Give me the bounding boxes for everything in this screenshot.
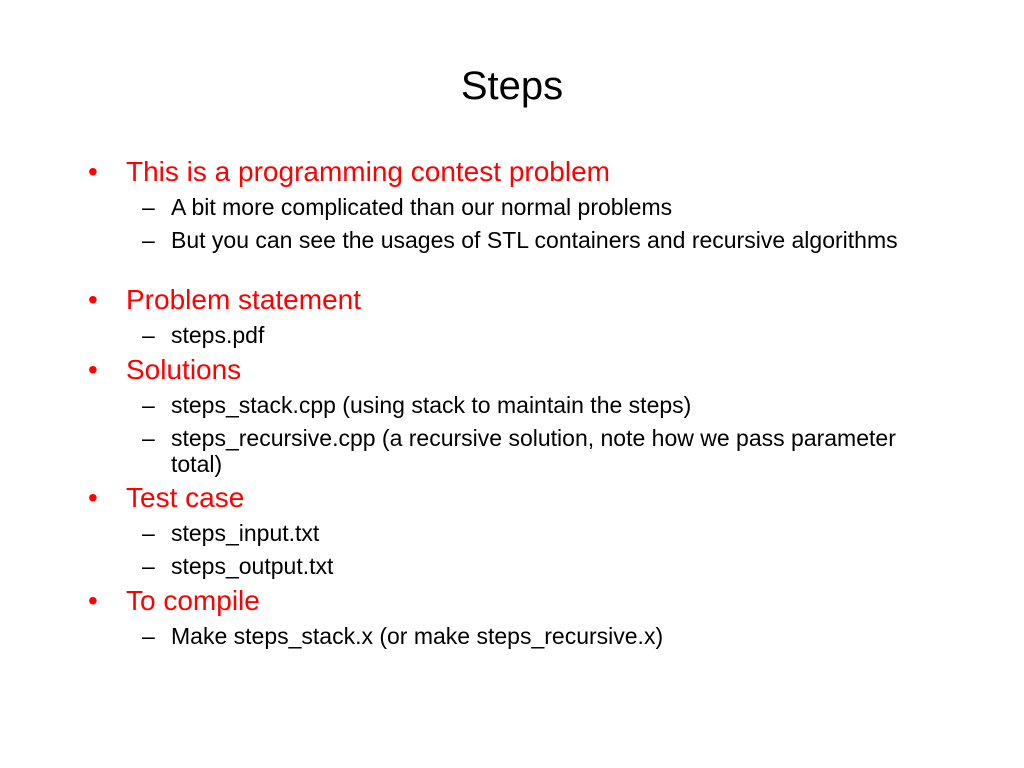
sub-item-text: steps_input.txt [171,520,320,546]
slide-title: Steps [460,64,564,108]
sub-item [142,322,931,348]
bullet-item [88,156,610,188]
bullet-item [88,585,260,617]
bullet-item [88,354,242,386]
bullet-text: Problem statement [126,284,361,315]
dash-icon: – [142,392,155,418]
dash-icon: – [142,520,155,546]
dash-icon: – [142,623,155,649]
sub-item-text: But you can see the usages of STL containers and recursive algorithms [171,227,898,253]
dash-icon: – [142,553,155,579]
sub-item [142,227,931,253]
bullet-icon: • [88,156,98,187]
dash-icon: – [142,227,155,253]
bullet-icon: • [88,284,98,315]
sub-item-text: steps_stack.cpp (using stack to maintain the steps) [171,392,692,418]
sub-item [142,553,931,579]
dash-icon: – [142,322,155,348]
bullet-text: To compile [126,585,260,616]
sub-item [142,194,931,220]
sub-item [142,623,931,649]
bullet-icon: • [88,585,98,616]
bullet-item [88,482,245,514]
bullet-text: Test case [126,482,245,513]
sub-item-text: steps_recursive.cpp (a recursive solution, note how we pass parameter total) [171,425,896,477]
dash-icon: – [142,425,155,451]
bullet-icon: • [88,354,98,385]
bullet-text: Solutions [126,354,242,385]
bullet-text: This is a programming contest problem [126,156,610,187]
sub-item [142,520,931,546]
sub-item [142,425,931,477]
sub-item-text: Make steps_stack.x (or make steps_recursive.x) [171,623,664,649]
bullet-icon: • [88,482,98,513]
sub-item-text: A bit more complicated than our normal problems [171,194,673,220]
dash-icon: – [142,194,155,220]
sub-item-text: steps_output.txt [171,553,334,579]
bullet-item [88,284,361,316]
sub-item [142,392,931,418]
sub-item-text: steps.pdf [171,322,265,348]
